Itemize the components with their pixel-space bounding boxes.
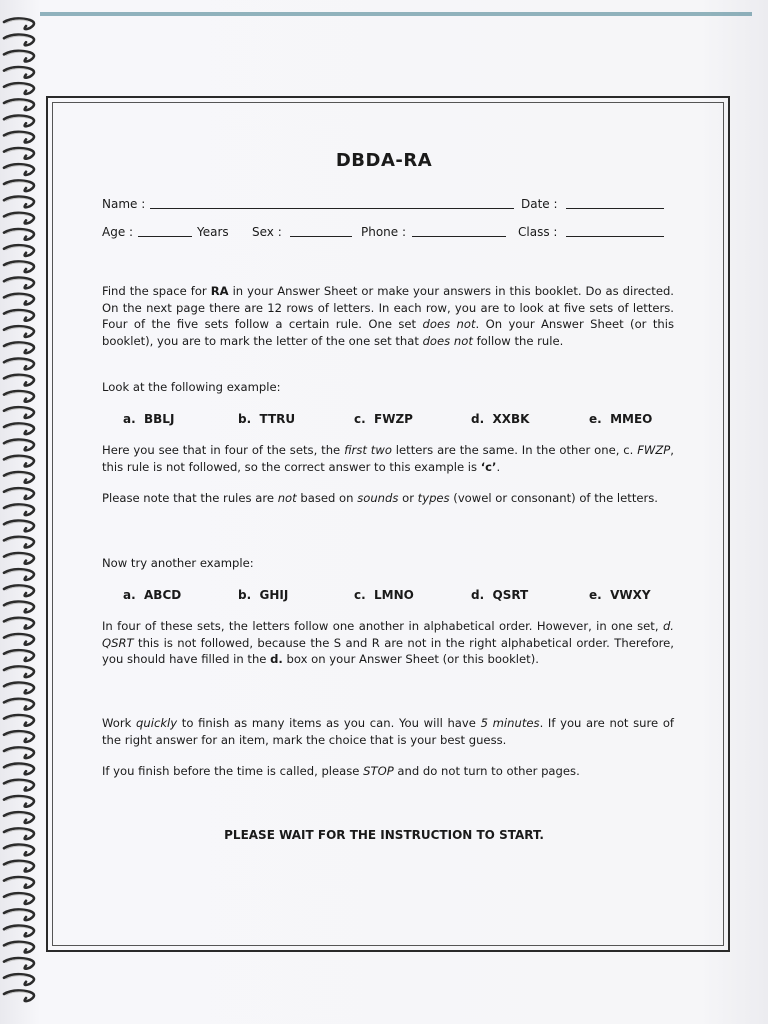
example1-option-d: d. XXBK <box>471 412 530 426</box>
cover-edge <box>40 12 752 16</box>
example1-option-a: a. BBLJ <box>123 412 175 426</box>
sex-label: Sex : <box>252 225 282 239</box>
stop-instruction: If you finish before the time is called, please STOP and do not turn to other pages. <box>102 764 580 778</box>
name-field[interactable] <box>150 208 514 209</box>
example1-option-c: c. FWZP <box>354 412 413 426</box>
example2-option-d: d. QSRT <box>471 588 529 602</box>
date-field[interactable] <box>566 208 664 209</box>
rules-note: Please note that the rules are not based on sounds or types (vowel or consonant) of the letters. <box>102 491 658 505</box>
date-label: Date : <box>521 197 558 211</box>
example1-explanation: Here you see that in four of the sets, the first two letters are the same. In the other one, c. FWZP, this rule is not followed, so the correct answer to this example is ‘c’. <box>102 443 674 474</box>
wait-instruction: PLEASE WAIT FOR THE INSTRUCTION TO START. <box>224 828 544 842</box>
example2-option-e: e. VWXY <box>589 588 651 602</box>
example2-explanation: In four of these sets, the letters follow one another in alphabetical order. However, in one set, d. QSRT this is not followed, because the S and R are not in the right alphabetical order. Therefore, you should have filled in the d. box on your Answer Sheet (or this booklet). <box>102 619 674 666</box>
years-label: Years <box>197 225 229 239</box>
phone-label: Phone : <box>361 225 407 239</box>
example2-option-c: c. LMNO <box>354 588 414 602</box>
age-label: Age : <box>102 225 134 239</box>
class-field[interactable] <box>566 236 664 237</box>
sex-field[interactable] <box>290 236 352 237</box>
age-field[interactable] <box>138 236 192 237</box>
phone-field[interactable] <box>412 236 506 237</box>
timing-instruction: Work quickly to finish as many items as you can. You will have 5 minutes. If you are not sure of the right answer for an item, mark the choice that is your best guess. <box>102 716 674 747</box>
example1-option-b: b. TTRU <box>238 412 296 426</box>
try-another-heading: Now try another example: <box>102 556 254 570</box>
intro-paragraph: Find the space for RA in your Answer Sheet or make your answers in this booklet. Do as directed. On the next page there are 12 rows of letters. In each row, you are to look at five sets of letters. Four of the five sets follow a certain rule. One set does not. On your Answer Sheet (or this booklet), you are to mark the letter of the one set that does not follow the rule. <box>102 284 674 348</box>
page-title: DBDA-RA <box>335 150 433 171</box>
example-intro: Look at the following example: <box>102 380 281 394</box>
example1-option-e: e. MMEO <box>589 412 653 426</box>
example2-option-a: a. ABCD <box>123 588 182 602</box>
class-label: Class : <box>518 225 558 239</box>
example2-option-b: b. GHIJ <box>238 588 289 602</box>
name-label: Name : <box>102 197 146 211</box>
